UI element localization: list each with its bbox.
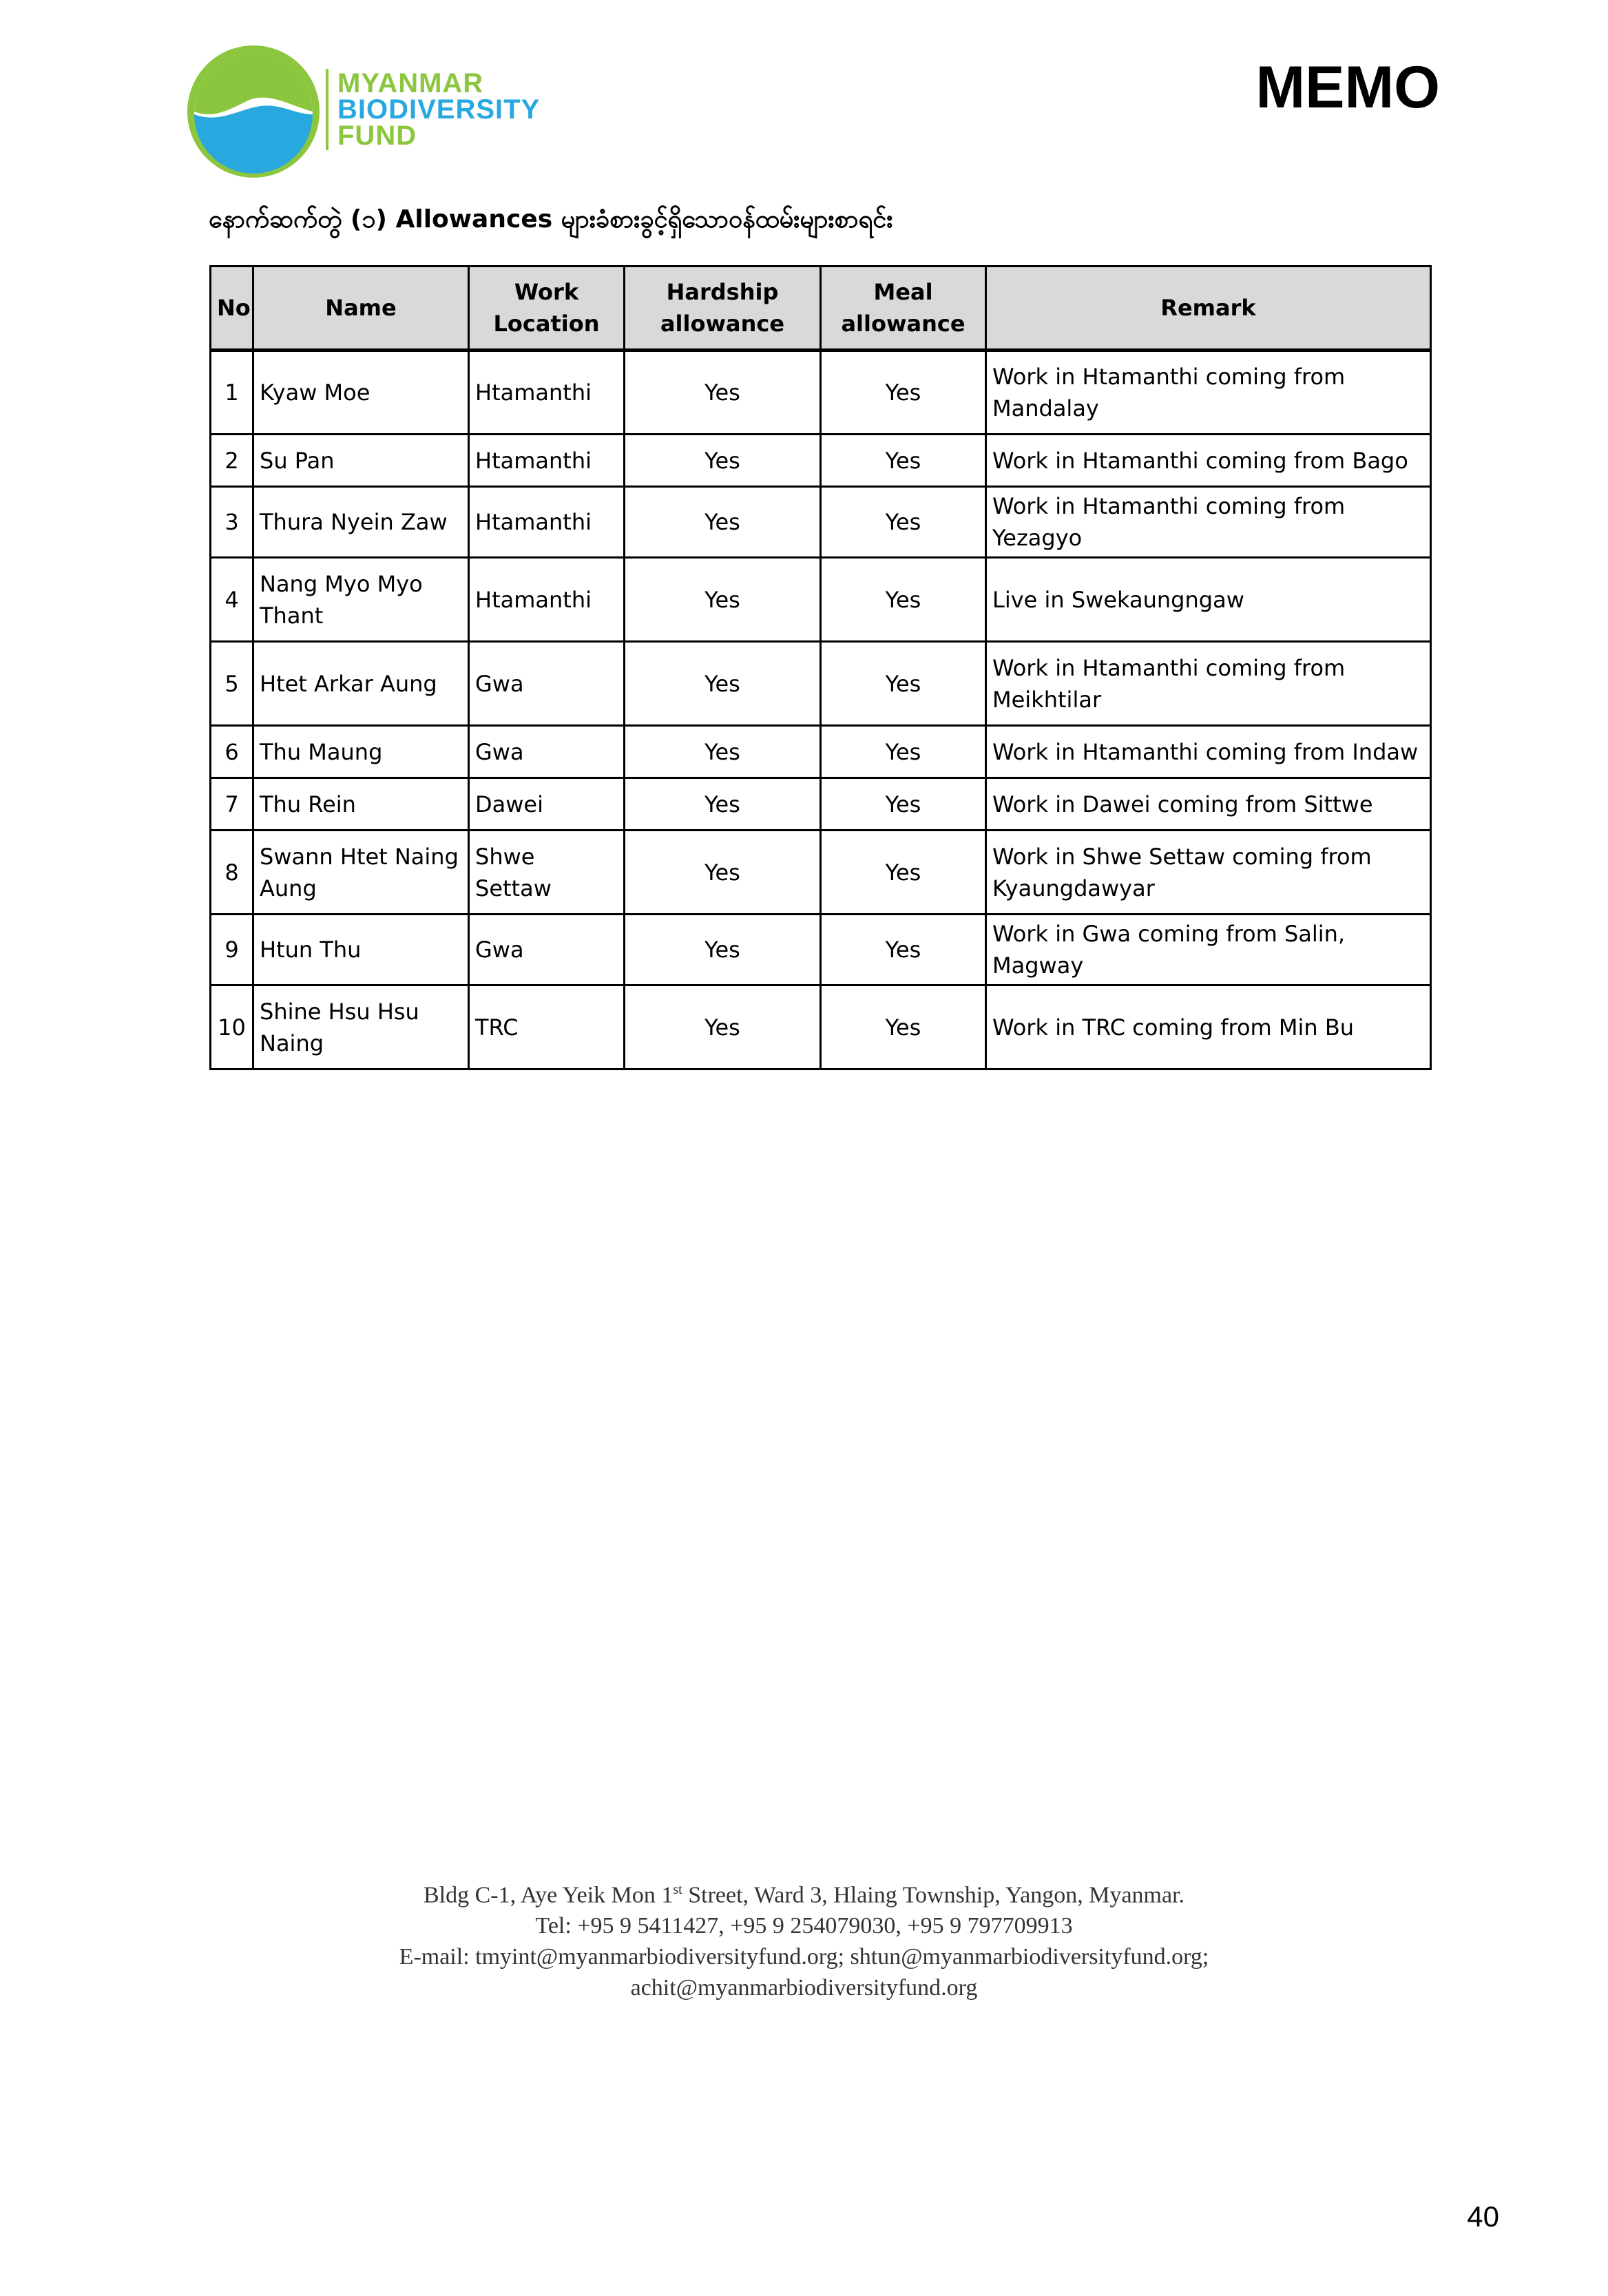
footer-email-line1: E-mail: tmyint@myanmarbiodiversityfund.org; shtun@myanmarbiodiversityfund.org; xyxy=(399,1944,1209,1970)
cell-location: Gwa xyxy=(469,642,625,726)
table-row xyxy=(211,778,1431,831)
footer-address-pre: Bldg C-1, Aye Yeik Mon 1 xyxy=(423,1882,674,1908)
memo-label: MEMO xyxy=(1255,54,1440,121)
table-row xyxy=(211,726,1431,778)
table-header-row xyxy=(211,267,1431,351)
cell-location: Gwa xyxy=(469,726,625,778)
cell-meal: Yes xyxy=(821,558,986,642)
header-hardship-line1: Hardship xyxy=(666,279,779,305)
table-row xyxy=(211,558,1431,642)
cell-location: Dawei xyxy=(469,778,625,831)
header-meal xyxy=(821,267,986,351)
cell-meal: Yes xyxy=(821,985,986,1069)
header-name: Name xyxy=(253,267,469,351)
cell-meal: Yes xyxy=(821,915,986,985)
cell-no: 5 xyxy=(211,642,253,726)
cell-no: 1 xyxy=(211,351,253,435)
logo-divider xyxy=(326,69,328,150)
cell-meal: Yes xyxy=(821,487,986,558)
footer-address xyxy=(0,1875,1608,1910)
cell-no: 7 xyxy=(211,778,253,831)
table-row xyxy=(211,915,1431,985)
cell-hardship: Yes xyxy=(625,915,821,985)
table-row xyxy=(211,435,1431,487)
cell-hardship: Yes xyxy=(625,831,821,915)
cell-no: 4 xyxy=(211,558,253,642)
cell-hardship: Yes xyxy=(625,726,821,778)
cell-remark: Work in Dawei coming from Sittwe xyxy=(986,778,1431,831)
cell-name: Kyaw Moe xyxy=(253,351,469,435)
logo-line-1: MYANMAR xyxy=(337,68,484,98)
cell-no: 2 xyxy=(211,435,253,487)
cell-meal: Yes xyxy=(821,778,986,831)
cell-meal: Yes xyxy=(821,831,986,915)
footer-contact xyxy=(0,1875,1608,2003)
header-location-line1: Work xyxy=(514,279,579,305)
organization-logo xyxy=(185,43,598,180)
header-hardship-line2: allowance xyxy=(660,311,785,337)
cell-hardship: Yes xyxy=(625,778,821,831)
cell-remark: Work in Htamanthi coming from Yezagyo xyxy=(986,487,1431,558)
cell-location: Htamanthi xyxy=(469,435,625,487)
cell-meal: Yes xyxy=(821,642,986,726)
cell-location: Htamanthi xyxy=(469,558,625,642)
cell-remark: Work in Gwa coming from Salin, Magway xyxy=(986,915,1431,985)
cell-no: 8 xyxy=(211,831,253,915)
footer-email-line2: achit@myanmarbiodiversityfund.org xyxy=(630,1975,978,2001)
table-row xyxy=(211,351,1431,435)
cell-name: Shine Hsu Hsu Naing xyxy=(253,985,469,1069)
cell-name: Su Pan xyxy=(253,435,469,487)
cell-name: Htun Thu xyxy=(253,915,469,985)
table-row xyxy=(211,985,1431,1069)
header-location-line2: Location xyxy=(493,311,600,337)
cell-location: Htamanthi xyxy=(469,487,625,558)
cell-hardship: Yes xyxy=(625,558,821,642)
logo-line-2: BIODIVERSITY xyxy=(337,94,541,125)
cell-no: 9 xyxy=(211,915,253,985)
cell-remark: Work in Htamanthi coming from Mandalay xyxy=(986,351,1431,435)
cell-name: Thu Maung xyxy=(253,726,469,778)
table-row xyxy=(211,487,1431,558)
cell-location: Gwa xyxy=(469,915,625,985)
header-meal-line2: allowance xyxy=(841,311,965,337)
cell-meal: Yes xyxy=(821,726,986,778)
footer-address-sup: st xyxy=(673,1882,682,1897)
cell-name: Htet Arkar Aung xyxy=(253,642,469,726)
cell-no: 3 xyxy=(211,487,253,558)
table-row xyxy=(211,642,1431,726)
header-remark: Remark xyxy=(986,267,1431,351)
cell-remark: Work in Shwe Settaw coming from Kyaungdawyar xyxy=(986,831,1431,915)
table-row xyxy=(211,831,1431,915)
cell-no: 10 xyxy=(211,985,253,1069)
logo-wordmark xyxy=(337,70,540,149)
header-location xyxy=(469,267,625,351)
footer-address-post: Street, Ward 3, Hlaing Township, Yangon, Myanmar. xyxy=(682,1882,1185,1908)
cell-no: 6 xyxy=(211,726,253,778)
cell-hardship: Yes xyxy=(625,435,821,487)
cell-name: Swann Htet Naing Aung xyxy=(253,831,469,915)
cell-hardship: Yes xyxy=(625,642,821,726)
cell-remark: Work in Htamanthi coming from Indaw xyxy=(986,726,1431,778)
cell-remark: Work in Htamanthi coming from Bago xyxy=(986,435,1431,487)
logo-line-3: FUND xyxy=(337,121,417,151)
allowance-table xyxy=(209,265,1432,1070)
cell-hardship: Yes xyxy=(625,351,821,435)
cell-remark: Live in Swekaungngaw xyxy=(986,558,1431,642)
cell-hardship: Yes xyxy=(625,985,821,1069)
cell-location: TRC xyxy=(469,985,625,1069)
cell-name: Thu Rein xyxy=(253,778,469,831)
header-no: No xyxy=(211,267,253,351)
cell-name: Thura Nyein Zaw xyxy=(253,487,469,558)
cell-name: Nang Myo Myo Thant xyxy=(253,558,469,642)
document-heading: နောက်ဆက်တွဲ (၁) Allowances များခံစားခွင့်ရှိသောဝန်ထမ်းများစာရင်း xyxy=(209,205,893,233)
cell-remark: Work in Htamanthi coming from Meikhtilar xyxy=(986,642,1431,726)
page-number: 40 xyxy=(1467,2200,1499,2233)
header-hardship xyxy=(625,267,821,351)
cell-meal: Yes xyxy=(821,351,986,435)
cell-location: Htamanthi xyxy=(469,351,625,435)
cell-location: Shwe Settaw xyxy=(469,831,625,915)
cell-remark: Work in TRC coming from Min Bu xyxy=(986,985,1431,1069)
header-meal-line1: Meal xyxy=(873,279,933,305)
cell-meal: Yes xyxy=(821,435,986,487)
cell-hardship: Yes xyxy=(625,487,821,558)
footer-tel: Tel: +95 9 5411427, +95 9 254079030, +95 9 797709913 xyxy=(535,1913,1073,1939)
logo-emblem-icon xyxy=(185,43,322,180)
